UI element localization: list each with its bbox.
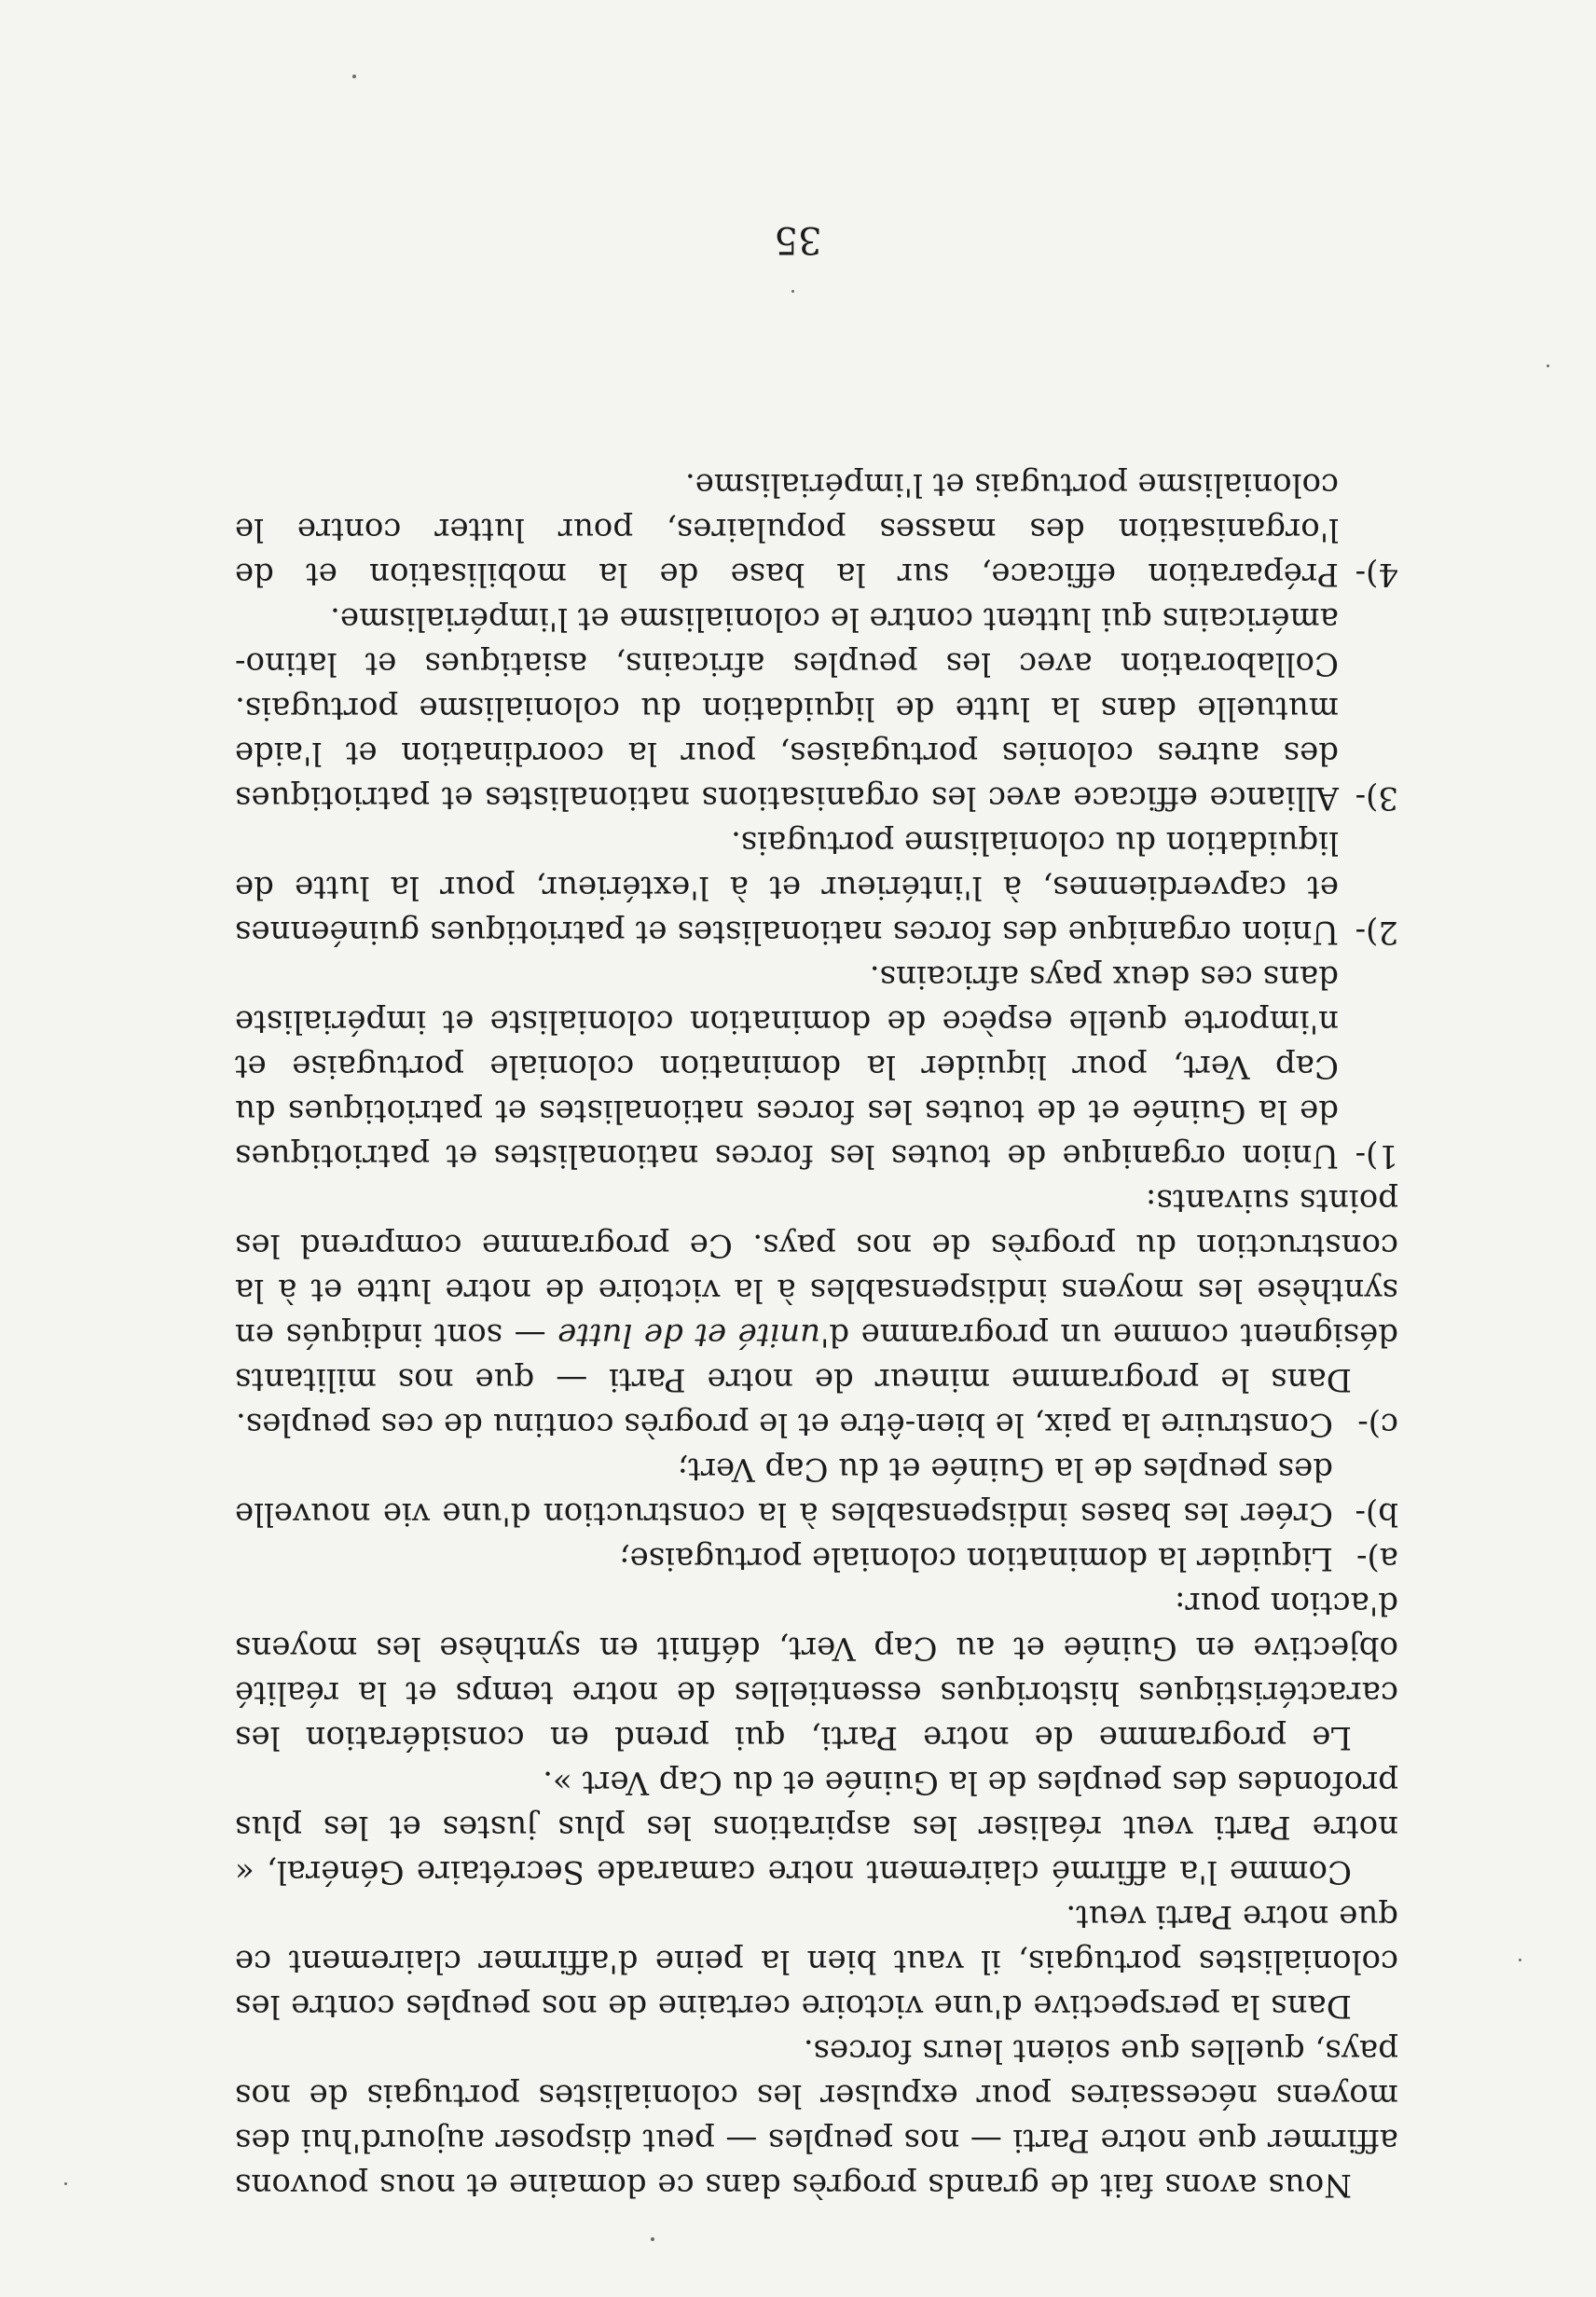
numbered-text-4: Préparation efficace, sur la base de la mobilisation et de l'organisation des masses populaires, pour lutter contre le colonialisme portugais et l'impérialisme. — [235, 466, 1339, 593]
list-text-c: Construire la paix, le bien-être et le progrès continu de ces peuples. — [235, 1406, 1333, 1443]
numbered-item-2 — [235, 820, 1398, 955]
numbered-marker-4: 4)- — [1355, 556, 1398, 593]
minor-program-text-after: — sont indiqués en synthèse les moyens indispensables à la victoire de notre lutte et à la construction du progrès de nos pays. Ce programme comprend les points suivants: — [235, 1182, 1398, 1354]
scan-speck — [352, 75, 356, 78]
list-text-a: Liquider la domination coloniale portugaise; — [619, 1540, 1333, 1577]
paragraph-party-program: Le programme de notre Parti, qui prend en considération les caractéristiques historiques essentielles de notre temps et la réalité objective en Guinée et au Cap Vert, définit en synthèse les moyens d'action pour: — [235, 1585, 1398, 1756]
numbered-text-3: Alliance efficace avec les organisations nationalistes et patriotiques des autres colonies portugaises, pour la coordination et l'aide mutuelle dans la lutte de liquidation du colonialisme portugais. Collaboration avec les peuples africains, asiatiques et latino-américains qui luttent contre le colonialisme et l'impérialisme. — [235, 600, 1339, 817]
numbered-marker-3: 3)- — [1355, 779, 1398, 817]
list-marker-c: c)- — [1357, 1406, 1398, 1443]
list-text-b: Créer les bases indispensables à la construction d'une vie nouvelle des peuples de la Guinée et du Cap Vert; — [235, 1451, 1333, 1533]
page-number: 35 — [774, 218, 822, 261]
paragraph-minor-program — [235, 1178, 1398, 1402]
minor-program-text-before: Dans le programme mineur de notre Parti — que nos militants désignent comme un programme d' — [235, 1316, 1398, 1398]
scan-speck — [1519, 1959, 1521, 1961]
text-column — [235, 462, 1398, 2208]
list-marker-b: b)- — [1355, 1495, 1398, 1533]
list-marker-a: a)- — [1355, 1540, 1398, 1577]
paragraph-secretary-quote: Comme l'a affirmé clairement notre camarade Secrétaire Général, « notre Parti veut réaliser les aspirations les plus justes et les plus profondes des peuples de la Guinée et du Cap Vert ». — [235, 1764, 1398, 1891]
list-item-a — [235, 1536, 1398, 1581]
numbered-item-4 — [235, 462, 1398, 597]
numbered-marker-1: 1)- — [1355, 1137, 1398, 1175]
scan-speck — [791, 290, 794, 293]
scan-speck — [651, 2237, 654, 2241]
numbered-text-2: Union organique des forces nationalistes et patriotiques guinéennes et capverdiennes, à l'intérieur et à l'extérieur, pour la lutte de liquidation du colonialisme portugais. — [235, 824, 1339, 951]
numbered-text-1: Union organique de toutes les forces nationalistes et patriotiques de la Guinée et de toutes les forces nationalistes et patriotiques du Cap Vert, pour liquider la domination coloniale portugaise et n'importe quelle espèce de domination colonialiste et impérialiste dans ces deux pays africains. — [235, 958, 1339, 1175]
list-item-b — [235, 1447, 1398, 1536]
minor-program-emphasis: unité et de lutte — [557, 1316, 821, 1354]
numbered-item-3 — [235, 597, 1398, 820]
paragraph-perspective: Dans la perspective d'une victoire certaine de nos peuples contre les colonialistes portugais, il vaut bien la peine d'affirmer clairement ce que notre Parti veut. — [235, 1898, 1398, 2025]
list-item-c — [235, 1402, 1398, 1447]
numbered-marker-2: 2)- — [1355, 914, 1398, 951]
scan-speck — [1547, 364, 1549, 367]
paragraph-progress: Nous avons fait de grands progrès dans ce domaine et nous pouvons affirmer que notre Parti — nos peuples — peut disposer aujourd'hui des moyens nécessaires pour expulser les colonialistes portugais de nos pays, quelles que soient leurs forces. — [235, 2032, 1398, 2204]
numbered-item-1 — [235, 955, 1398, 1178]
scan-speck — [64, 2182, 67, 2185]
